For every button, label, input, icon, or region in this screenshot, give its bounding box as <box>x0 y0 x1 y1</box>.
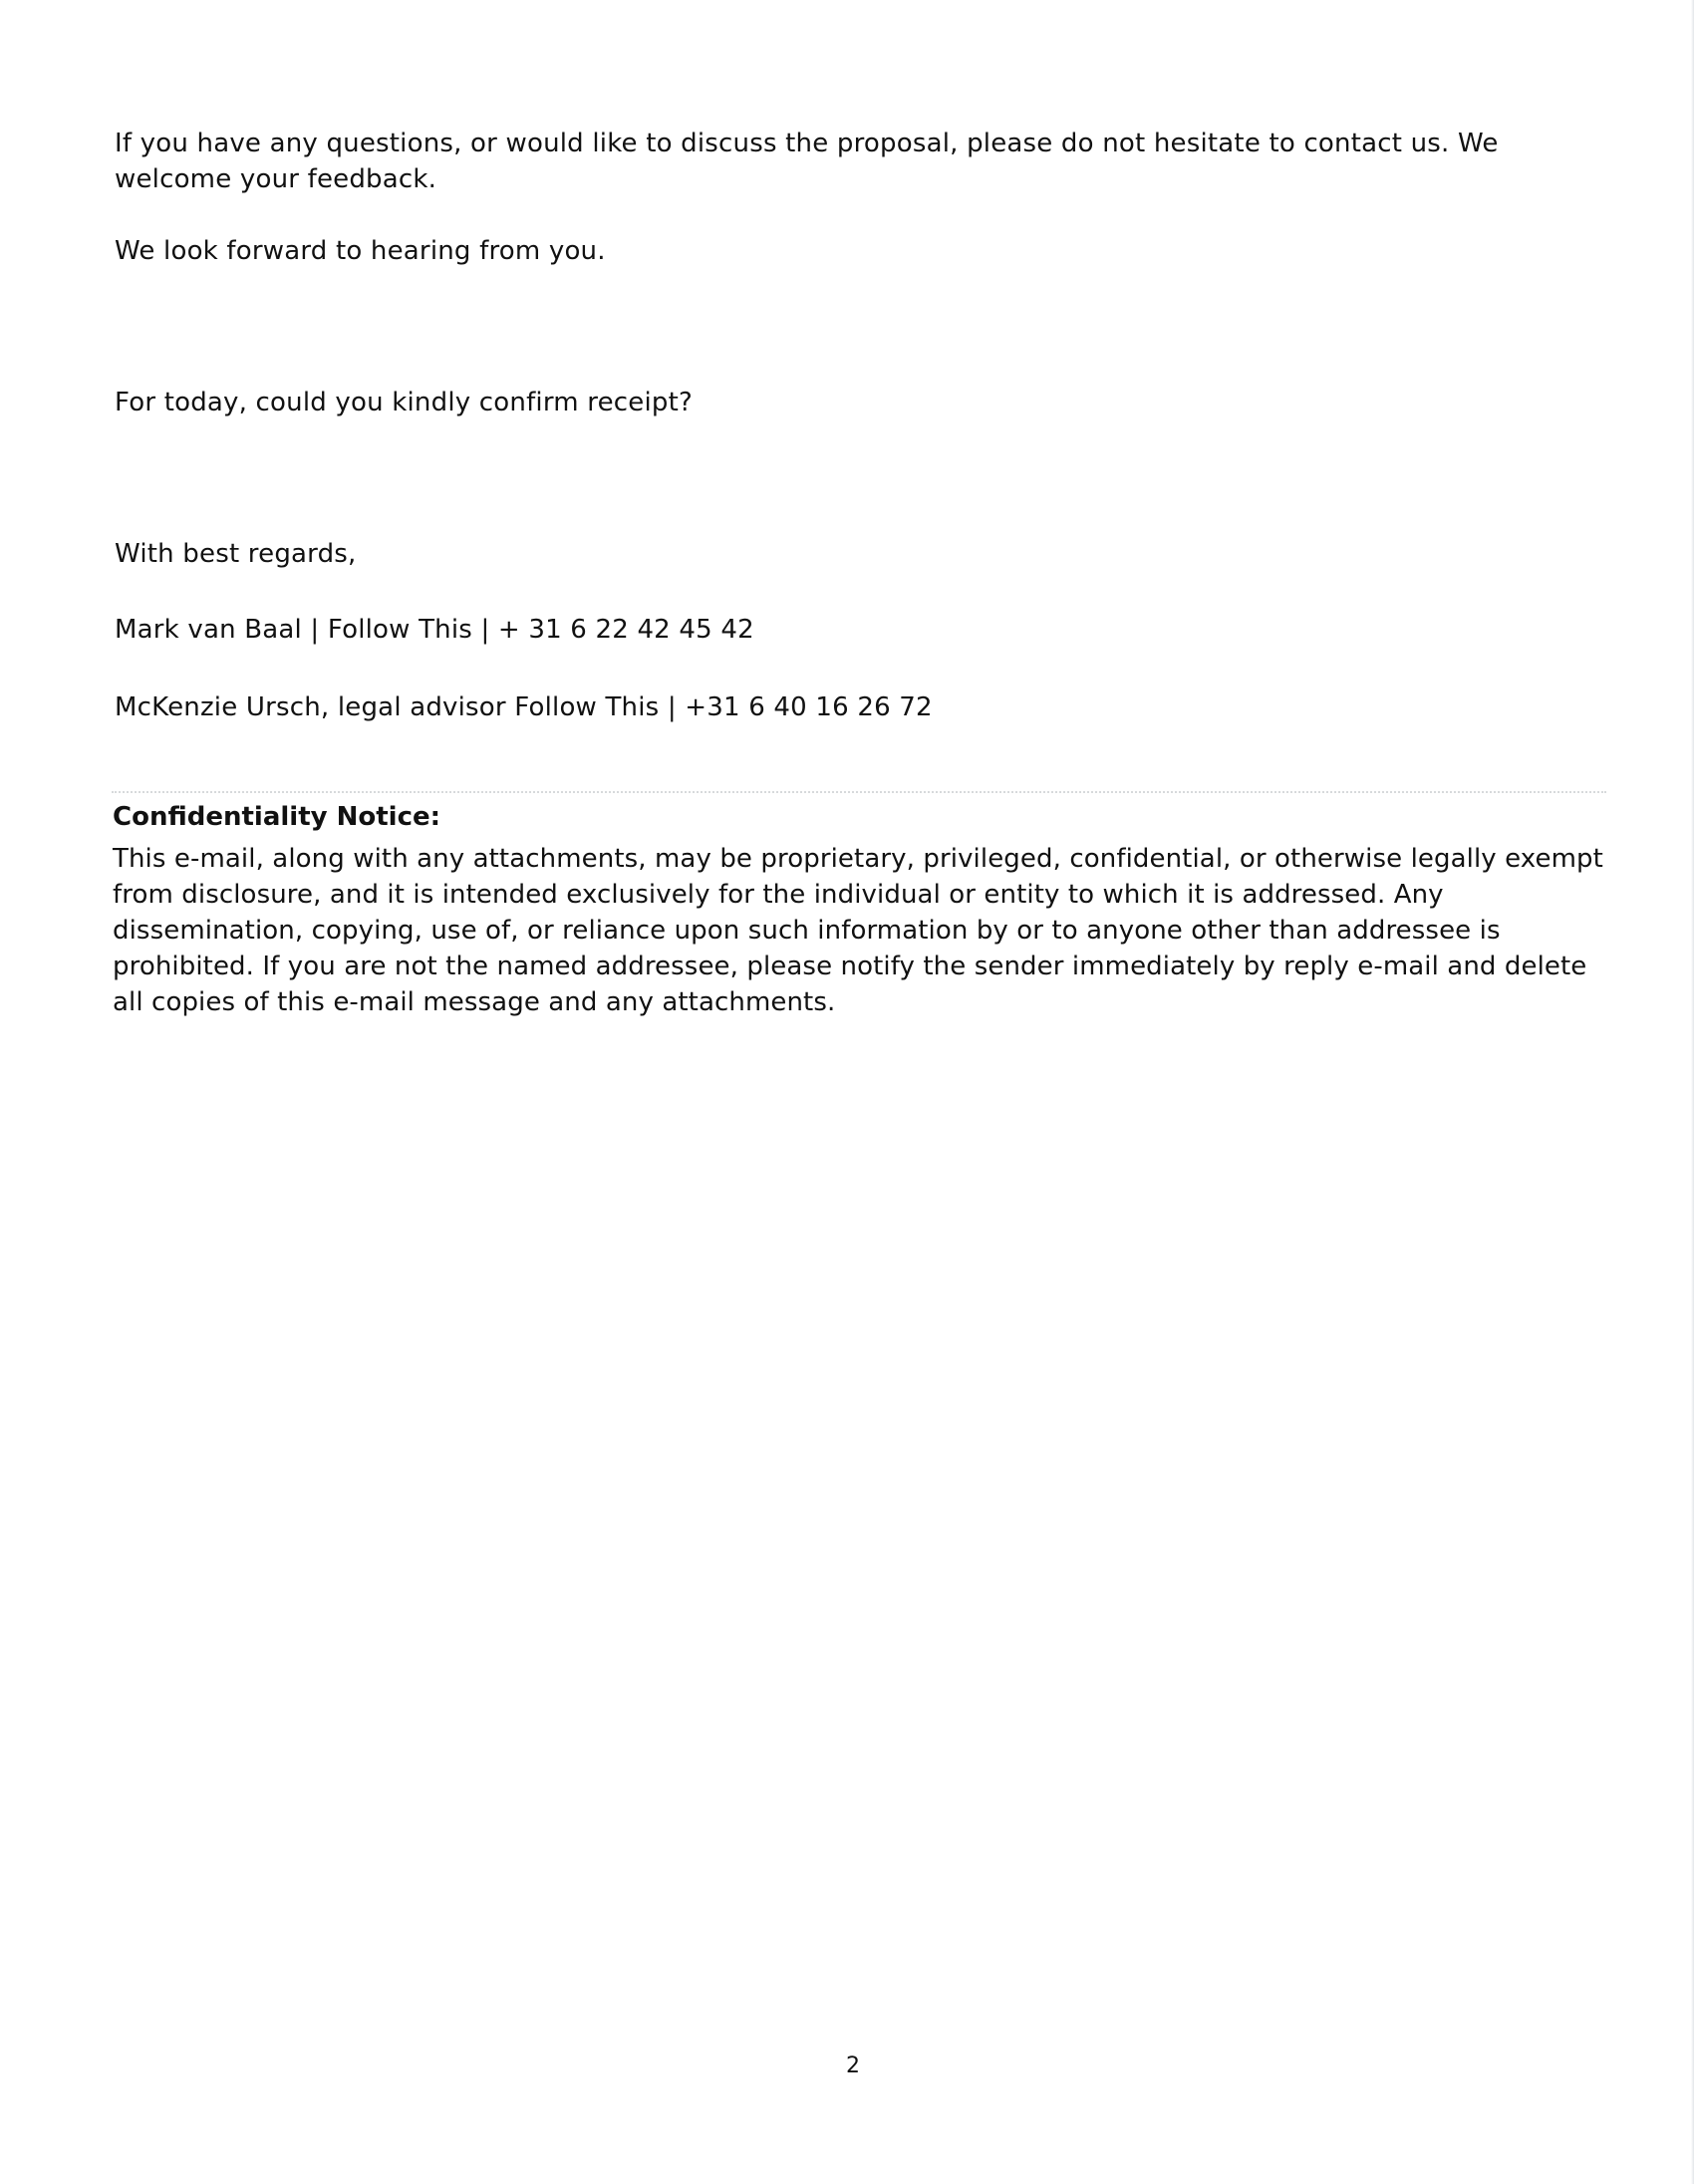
confidentiality-heading: Confidentiality Notice: <box>113 802 441 832</box>
signature-line-1: Mark van Baal | Follow This | + 31 6 22 42 45 42 <box>115 615 754 645</box>
confirm-receipt-paragraph: For today, could you kindly confirm receipt? <box>115 388 694 417</box>
questions-paragraph: If you have any questions, or would like to discuss the proposal, please do not hesitate to contact us. We welcome your feedback. <box>115 129 1499 194</box>
page-number: 2 <box>846 2053 860 2078</box>
look-forward-paragraph: We look forward to hearing from you. <box>115 236 606 266</box>
confidentiality-body: This e-mail, along with any attachments, may be proprietary, privileged, confidential, or otherwise legally exempt from disclosure, and it is intended exclusively for the individual or entity to which it is addressed. Any dissemination, copying, use of, or reliance upon such information by or to anyone other than addressee is prohibited. If you are not the named addressee, please notify the sender immediately by reply e-mail and delete all copies of this e-mail message and any attachments. <box>113 844 1603 1017</box>
closing-line: With best regards, <box>115 539 357 569</box>
section-divider <box>112 791 1606 793</box>
signature-line-2: McKenzie Ursch, legal advisor Follow This | +31 6 40 16 26 72 <box>115 692 933 722</box>
